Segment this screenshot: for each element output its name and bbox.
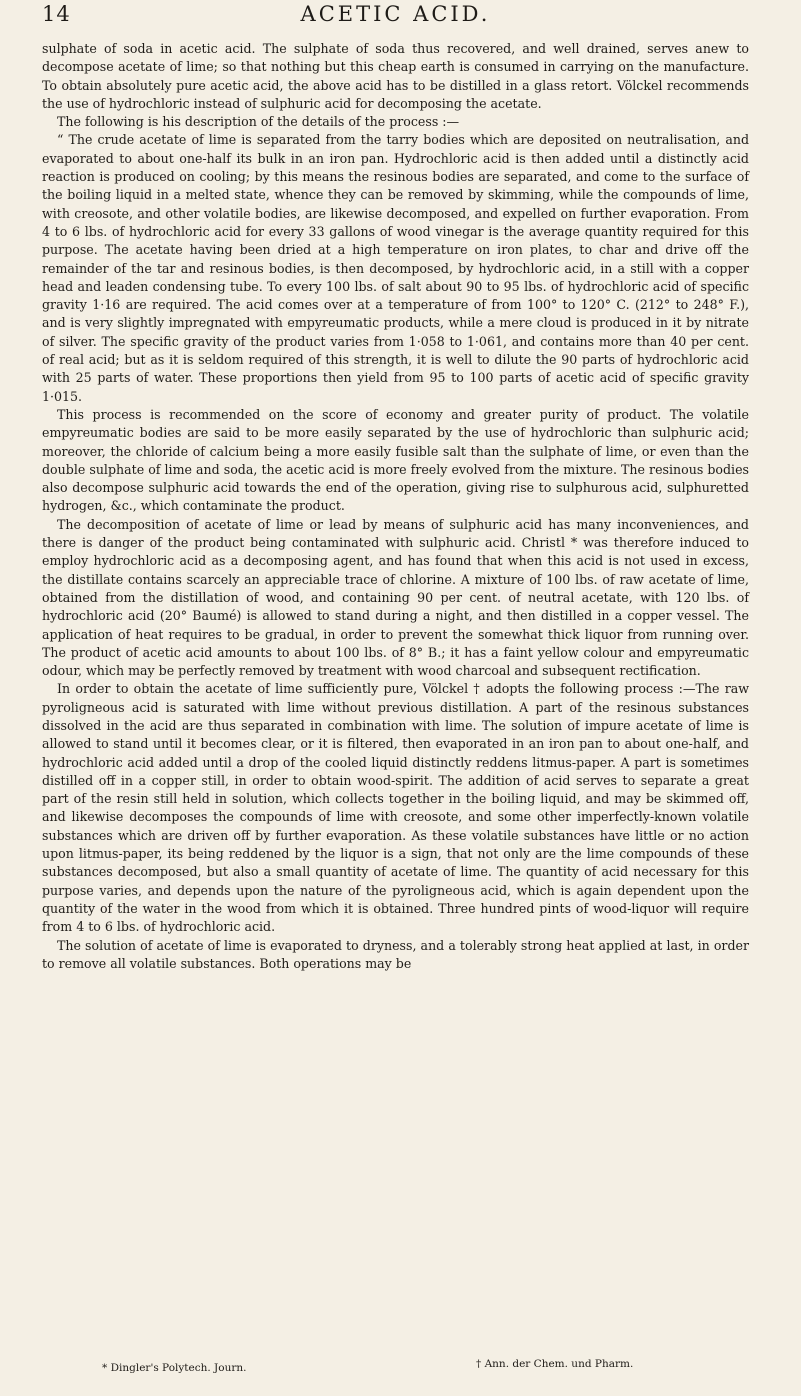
- footnote-annalen: † Ann. der Chem. und Pharm.: [476, 1358, 634, 1370]
- paragraph: The decomposition of acetate of lime or lead by means of sulphuric acid has many inconveniences, and there is danger of the product being contaminated with sulphuric acid. Christl * was therefore induced to employ hydrochloric acid as a decomposing agent, and has found that when this acid is not used in excess, the distillate contains scarcely an appreciable trace of chlorine. A mixture of 100 lbs. of raw acetate of lime, obtained from the distillation of wood, and containing 90 per cent. of neutral acetate, with 120 lbs. of hydrochloric acid (20° Baumé) is allowed to stand during a night, and then distilled in a copper vessel. The application of heat requires to be gradual, in order to prevent the somewhat thick liquor from running over. The product of acetic acid amounts to about 100 lbs. of 8° B.; it has a faint yellow colour and empyreumatic odour, which may be perfectly removed by treatment with wood charcoal and subsequent rectification.: [42, 516, 749, 679]
- page-number: 14: [42, 2, 71, 26]
- paragraph: In order to obtain the acetate of lime sufficiently pure, Völckel † adopts the following process :—The raw pyroligneous acid is saturated with lime without previous distillation. A part of the resinous substances dissolved in the acid are thus separated in combination with lime. The solution of impure acetate of lime is allowed to stand until it becomes clear, or it is filtered, then evaporated in an iron pan to about one-half, and hydrochloric acid added until a drop of the cooled liquid distinctly reddens litmus-paper. A part is sometimes distilled off in a copper still, in order to obtain wood-spirit. The addition of acid serves to separate a great part of the resin still held in solution, which collects together in the boiling liquid, and may be skimmed off, and likewise decomposes the compounds of lime with creosote, and some other imperfectly-known volatile substances which are driven off by further evaporation. As these volatile substances have little or no action upon litmus-paper, its being reddened by the liquor is a sign, that not only are the lime compounds of these substances decomposed, but also a small quantity of acetate of lime. The quantity of acid necessary for this purpose varies, and depends upon the nature of the pyroligneous acid, which is again dependent upon the quantity of the water in the wood from which it is obtained. Three hundred pints of wood-liquor will require from 4 to 6 lbs. of hydrochloric acid.: [42, 681, 749, 935]
- paragraph: The solution of acetate of lime is evaporated to dryness, and a tolerably strong heat applied at last, in order to remove all volatile substances. Both operations may be: [42, 937, 749, 971]
- body-text: [42, 40, 749, 973]
- footnotes: [42, 1356, 749, 1378]
- paragraph: This process is recommended on the score of economy and greater purity of product. The volatile empyreumatic bodies are said to be more easily separated by the use of hydrochloric than sulphuric acid; moreover, the chloride of calcium being a more easily fusible salt than the sulphate of lime, or even than the double sulphate of lime and soda, the acetic acid is more freely evolved from the mixture. The resinous bodies also decompose sulphuric acid towards the end of the operation, giving rise to sulphurous acid, sulphuretted hydrogen, &c., which contaminate the product.: [42, 406, 749, 514]
- paragraph: sulphate of soda in acetic acid. The sulphate of soda thus recovered, and well drained, serves anew to decompose acetate of lime; so that nothing but this cheap earth is consumed in carrying on the manufacture. To obtain absolutely pure acetic acid, the above acid has to be distilled in a glass retort. Völckel recommends the use of hydrochloric instead of sulphuric acid for decomposing the acetate.: [42, 41, 749, 111]
- running-head: ACETIC ACID.: [300, 2, 491, 26]
- quoted-paragraph: “ The crude acetate of lime is separated from the tarry bodies which are deposited on neutralisation, and evaporated to about one-half its bulk in an iron pan. Hydrochloric acid is then added until a distinctly acid reaction is produced on cooling; by this means the resinous bodies are separated, and come to the surface of the boiling liquid in a melted state, whence they can be removed by skimming, while the compounds of lime, with creosote, and other volatile bodies, are likewise decomposed, and expelled on further evaporation. From 4 to 6 lbs. of hydrochloric acid for every 33 gallons of wood vinegar is the average quantity required for this purpose. The acetate having been dried at a high temperature on iron plates, to char and drive off the remainder of the tar and resinous bodies, is then decomposed, by hydrochloric acid, in a still with a copper head and leaden condensing tube. To every 100 lbs. of salt about 90 to 95 lbs. of hydrochloric acid of specific gravity 1·16 are required. The acid comes over at a temperature of from 100° to 120° C. (212° to 248° F.), and is very slightly impregnated with empyreumatic products, while a mere cloud is produced in it by nitrate of silver. The specific gravity of the product varies from 1·058 to 1·061, and contains more than 40 per cent. of real acid; but as it is seldom required of this strength, it is well to dilute the 90 parts of hydrochloric acid with 25 parts of water. These proportions then yield from 95 to 100 parts of acetic acid of specific gravity 1·015.: [42, 132, 749, 404]
- page-header: [42, 2, 749, 36]
- paragraph: The following is his description of the details of the process :—: [57, 114, 460, 130]
- footnote-dingler: * Dingler's Polytech. Journ.: [102, 1362, 247, 1374]
